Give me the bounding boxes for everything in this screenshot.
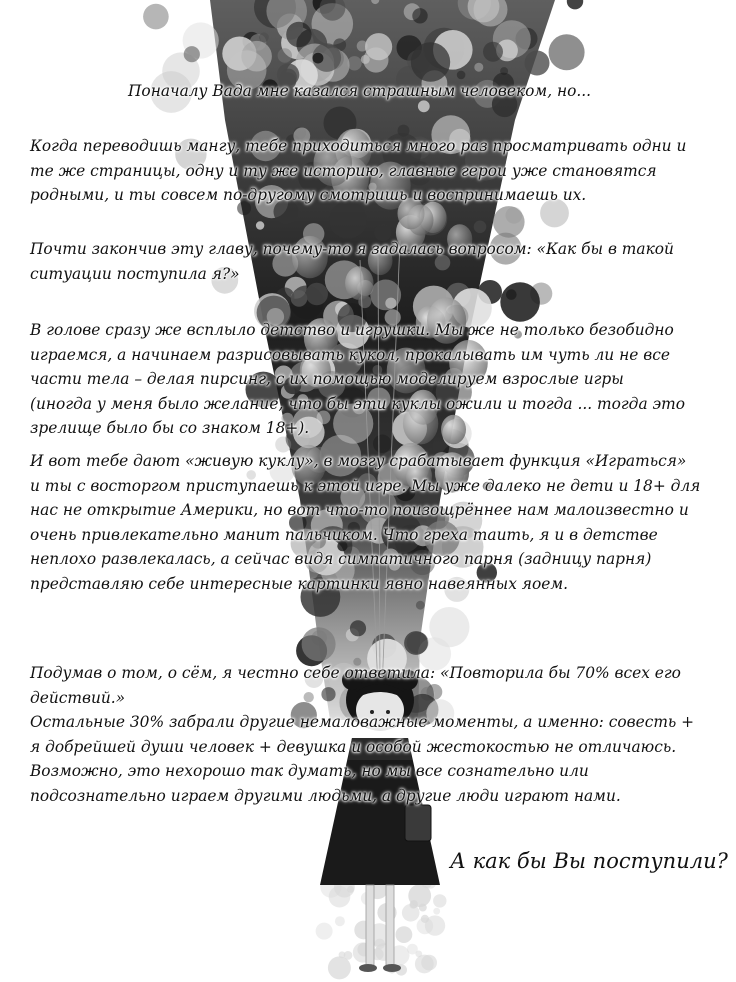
text-line: Почти закончив эту главу, почему-то я задалась вопросом: «Как бы в такой: [30, 240, 674, 258]
bokeh-circle: [313, 53, 324, 64]
text-line: играемся, а начинаем разрисовывать кукол, прокалывать им чуть ли не все: [30, 345, 670, 364]
bokeh-circle: [500, 282, 540, 322]
bokeh-circle: [412, 8, 427, 23]
bokeh-circle: [409, 901, 417, 909]
girl-bag: [405, 805, 431, 841]
text-line: Поначалу Вада мне казался страшным человеком, но...: [128, 82, 592, 100]
bokeh-circle: [433, 908, 440, 915]
paragraph-translation: [30, 134, 718, 208]
text-line: зрелище было бы со знаком 18+).: [30, 419, 310, 437]
paragraph-living-doll: [30, 449, 718, 596]
bokeh-circle: [306, 283, 328, 305]
bokeh-circle: [286, 22, 311, 47]
text-line: родными, и ты совсем по-другому смотришь и воспринимаешь их.: [30, 186, 587, 204]
text-line: те же страницы, одну и ту же историю, главные герои уже становятся: [30, 161, 657, 180]
paragraph-answer: [30, 661, 718, 710]
bokeh-circle: [474, 63, 483, 72]
text-line: Подумав о том, о сём, я честно себе ответила: «Повторила бы 70% всех его: [30, 664, 681, 682]
text-line: я добрейшей души человек + девушка и особой жестокостью не отличаюсь.: [30, 737, 677, 756]
intro-line: [128, 79, 736, 104]
text-line: части тела – делая пирсинг, с их помощью моделируем взрослые игры: [30, 370, 624, 388]
bokeh-circle: [549, 34, 585, 70]
bokeh-circle: [328, 956, 351, 979]
text-line: Когда переводишь мангу, тебе приходиться много раз просматривать одни и: [30, 137, 687, 155]
text-line: И вот тебе дают «живую куклу», в мозгу срабатывает функция «Играться»: [30, 452, 687, 470]
bokeh-circle: [483, 42, 503, 62]
text-line: очень привлекательно манит пальчиком. Что греха таить, я и в детстве: [30, 525, 658, 544]
bokeh-circle: [256, 221, 264, 229]
text-line: неплохо развлекалась, а сейчас видя симпатичного парня (задницу парня): [30, 550, 652, 568]
bokeh-circle: [335, 916, 345, 926]
bokeh-circle: [419, 904, 427, 912]
text-line: подсознательно играем другими людьми, а другие люди играют нами.: [30, 786, 621, 805]
bokeh-circle: [493, 206, 525, 238]
bokeh-circle: [525, 51, 550, 76]
text-line: и ты с восторгом приступаешь к этой игре. Мы уже далеко не дети и 18+ для: [30, 476, 701, 495]
bokeh-circle: [184, 46, 200, 62]
bokeh-circle: [457, 71, 466, 80]
text-line: действий.»: [30, 688, 126, 707]
bokeh-circle: [302, 627, 336, 661]
text-line: ситуации поступила я?»: [30, 264, 240, 283]
balloon: [407, 205, 433, 236]
bokeh-circle: [404, 631, 428, 655]
bokeh-circle: [433, 894, 446, 907]
bokeh-circle: [415, 955, 434, 974]
bokeh-circle: [474, 221, 487, 234]
bokeh-circle: [316, 923, 333, 940]
text-line: В голове сразу же всплыло детство и игрушки. Мы же не только безобидно: [30, 321, 674, 339]
bokeh-circle: [385, 298, 396, 309]
text-line: Возможно, это нехорошо так думать, но мы все сознательно или: [30, 762, 589, 780]
closing-question: А как бы Вы поступили?: [450, 849, 728, 873]
bokeh-circle: [278, 48, 292, 62]
text-line: (иногда у меня было желание, что бы эти куклы ожили и тогда ... тогда это: [30, 394, 685, 413]
paragraph-childhood: [30, 318, 718, 441]
bokeh-circle: [417, 918, 434, 935]
text-line: представляю себе интересные картинки явно навеянных яоем.: [30, 574, 569, 593]
text-line: нас не открытие Америки, но вот что-то поизощрённее нам малоизвестно и: [30, 501, 689, 519]
paragraph-question: [30, 237, 718, 286]
text-line: Остальные 30% забрали другие немаловажные моменты, а именно: совесть +: [30, 713, 695, 731]
bokeh-circle: [396, 926, 413, 943]
bokeh-circle: [259, 32, 269, 42]
bokeh-circle: [363, 47, 388, 72]
bokeh-circle: [374, 939, 385, 950]
bokeh-circle: [416, 601, 425, 610]
bokeh-circle: [411, 42, 450, 81]
paragraph-remaining: [30, 710, 718, 808]
bokeh-circle: [506, 289, 517, 300]
bokeh-circle: [143, 4, 169, 30]
bokeh-circle: [350, 620, 366, 636]
